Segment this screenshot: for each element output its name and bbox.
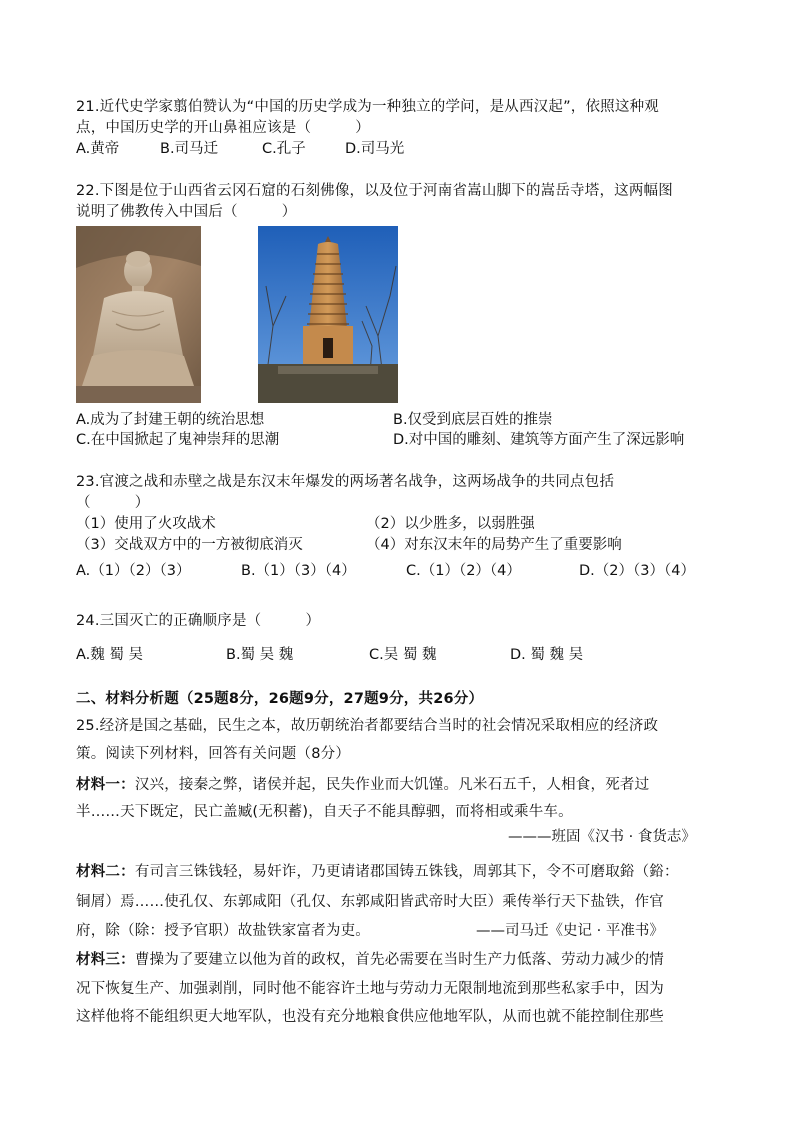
q22-stem-line1: 22.下图是位于山西省云冈石窟的石刻佛像，以及位于河南省嵩山脚下的嵩岳寺塔，这两幅图 (76, 183, 673, 199)
material-1-text: 汉兴，接秦之弊，诸侯并起，民失作业而大饥馑。凡米石五千，人相食，死者过 (134, 777, 650, 793)
yungang-buddha-image (76, 226, 201, 403)
material-1-line2: 半……天下既定，民亡盖臧(无积蓄)，自天子不能具醇驷，而将相或乘牛车。 (76, 804, 573, 820)
material-2-text: 有司言三铢钱轻，易奸诈，乃更请诸郡国铸五铢钱，周郭其下，令不可磨取鋊（鋊： (134, 864, 679, 880)
q24-option-b: B.蜀 吴 魏 (226, 647, 294, 663)
q23-option-d: D.（2）（3）（4） (579, 563, 695, 579)
q22-stem-line2: 说明了佛教传入中国后（ ） (76, 204, 297, 220)
songyue-pagoda-image (258, 226, 398, 403)
section-heading: 二、材料分析题（25题8分，26题9分，27题9分，共26分） (76, 691, 484, 707)
material-3-label: 材料三： (76, 952, 135, 968)
material-1-line1 (76, 775, 649, 795)
material-2-line2: 铜屑）焉……使孔仅、东郭咸阳（孔仅、东郭咸阳皆武帝时大臣）乘传举行天下盐铁，作官 (76, 894, 664, 910)
material-2-label: 材料二： (76, 864, 135, 880)
material-3-line2: 况下恢复生产、加强剥削，同时他不能容许土地与劳动力无限制地流到那些私家手中，因为 (76, 981, 664, 997)
q25-stem-line1: 25.经济是国之基础，民生之本，故历朝统治者都要结合当时的社会情况采取相应的经济政 (76, 718, 659, 734)
q22-option-d: D.对中国的雕刻、建筑等方面产生了深远影响 (393, 432, 685, 448)
material-1-label: 材料一： (76, 777, 135, 793)
q24-option-d: D. 蜀 魏 吴 (510, 647, 584, 663)
q25-stem-line2: 策。阅读下列材料，回答有关问题（8分） (76, 746, 351, 762)
q23-option-a: A.（1）（2）（3） (76, 563, 191, 579)
q24-option-a: A.魏 蜀 吴 (76, 647, 143, 663)
q24-stem: 24.三国灭亡的正确顺序是（ ） (76, 613, 321, 629)
q21-stem-line1: 21.近代史学家翦伯赞认为“中国的历史学成为一种独立的学问，是从西汉起”，依照这种观 (76, 99, 659, 115)
q23-item-2: （2）以少胜多，以弱胜强 (366, 516, 535, 532)
q22-option-c: C.在中国掀起了鬼神崇拜的思潮 (76, 432, 280, 448)
q23-item-1: （1）使用了火攻战术 (76, 516, 216, 532)
material-1-source: ———班固《汉书 · 食货志》 (508, 829, 696, 845)
material-2-line1 (76, 862, 679, 882)
material-3-line1 (76, 950, 664, 970)
q23-stem-line1: 23.官渡之战和赤壁之战是东汉末年爆发的两场著名战争，这两场战争的共同点包括 (76, 474, 615, 490)
q21-option-a: A.黄帝 (76, 141, 120, 157)
material-2-source: ——司马迁《史记 · 平准书》 (476, 923, 664, 939)
q22-option-b: B.仅受到底层百姓的推崇 (393, 412, 553, 428)
q21-stem-line2: 点，中国历史学的开山鼻祖应该是（ ） (76, 120, 370, 136)
material-3-text: 曹操为了要建立以他为首的政权，首先必需要在当时生产力低落、劳动力减少的情 (134, 952, 665, 968)
q21-option-d: D.司马光 (345, 141, 405, 157)
q23-item-3: （3）交战双方中的一方被彻底消灭 (76, 537, 303, 553)
q23-option-c: C.（1）（2）（4） (406, 563, 521, 579)
material-3-line3: 这样他将不能组织更大地军队，也没有充分地粮食供应他地军队，从而也就不能控制住那些 (76, 1009, 664, 1025)
q24-option-c: C.吴 蜀 魏 (369, 647, 437, 663)
q21-option-c: C.孔子 (262, 141, 306, 157)
q23-stem-line2: （ ） (76, 495, 150, 511)
material-2-line3: 府，除（除：授予官职）故盐铁家富者为吏。 (76, 923, 370, 939)
q22-option-a: A.成为了封建王朝的统治思想 (76, 412, 265, 428)
q23-option-b: B.（1）（3）（4） (241, 563, 356, 579)
q21-option-b: B.司马迁 (160, 141, 219, 157)
q23-item-4: （4）对东汉末年的局势产生了重要影响 (366, 537, 622, 553)
